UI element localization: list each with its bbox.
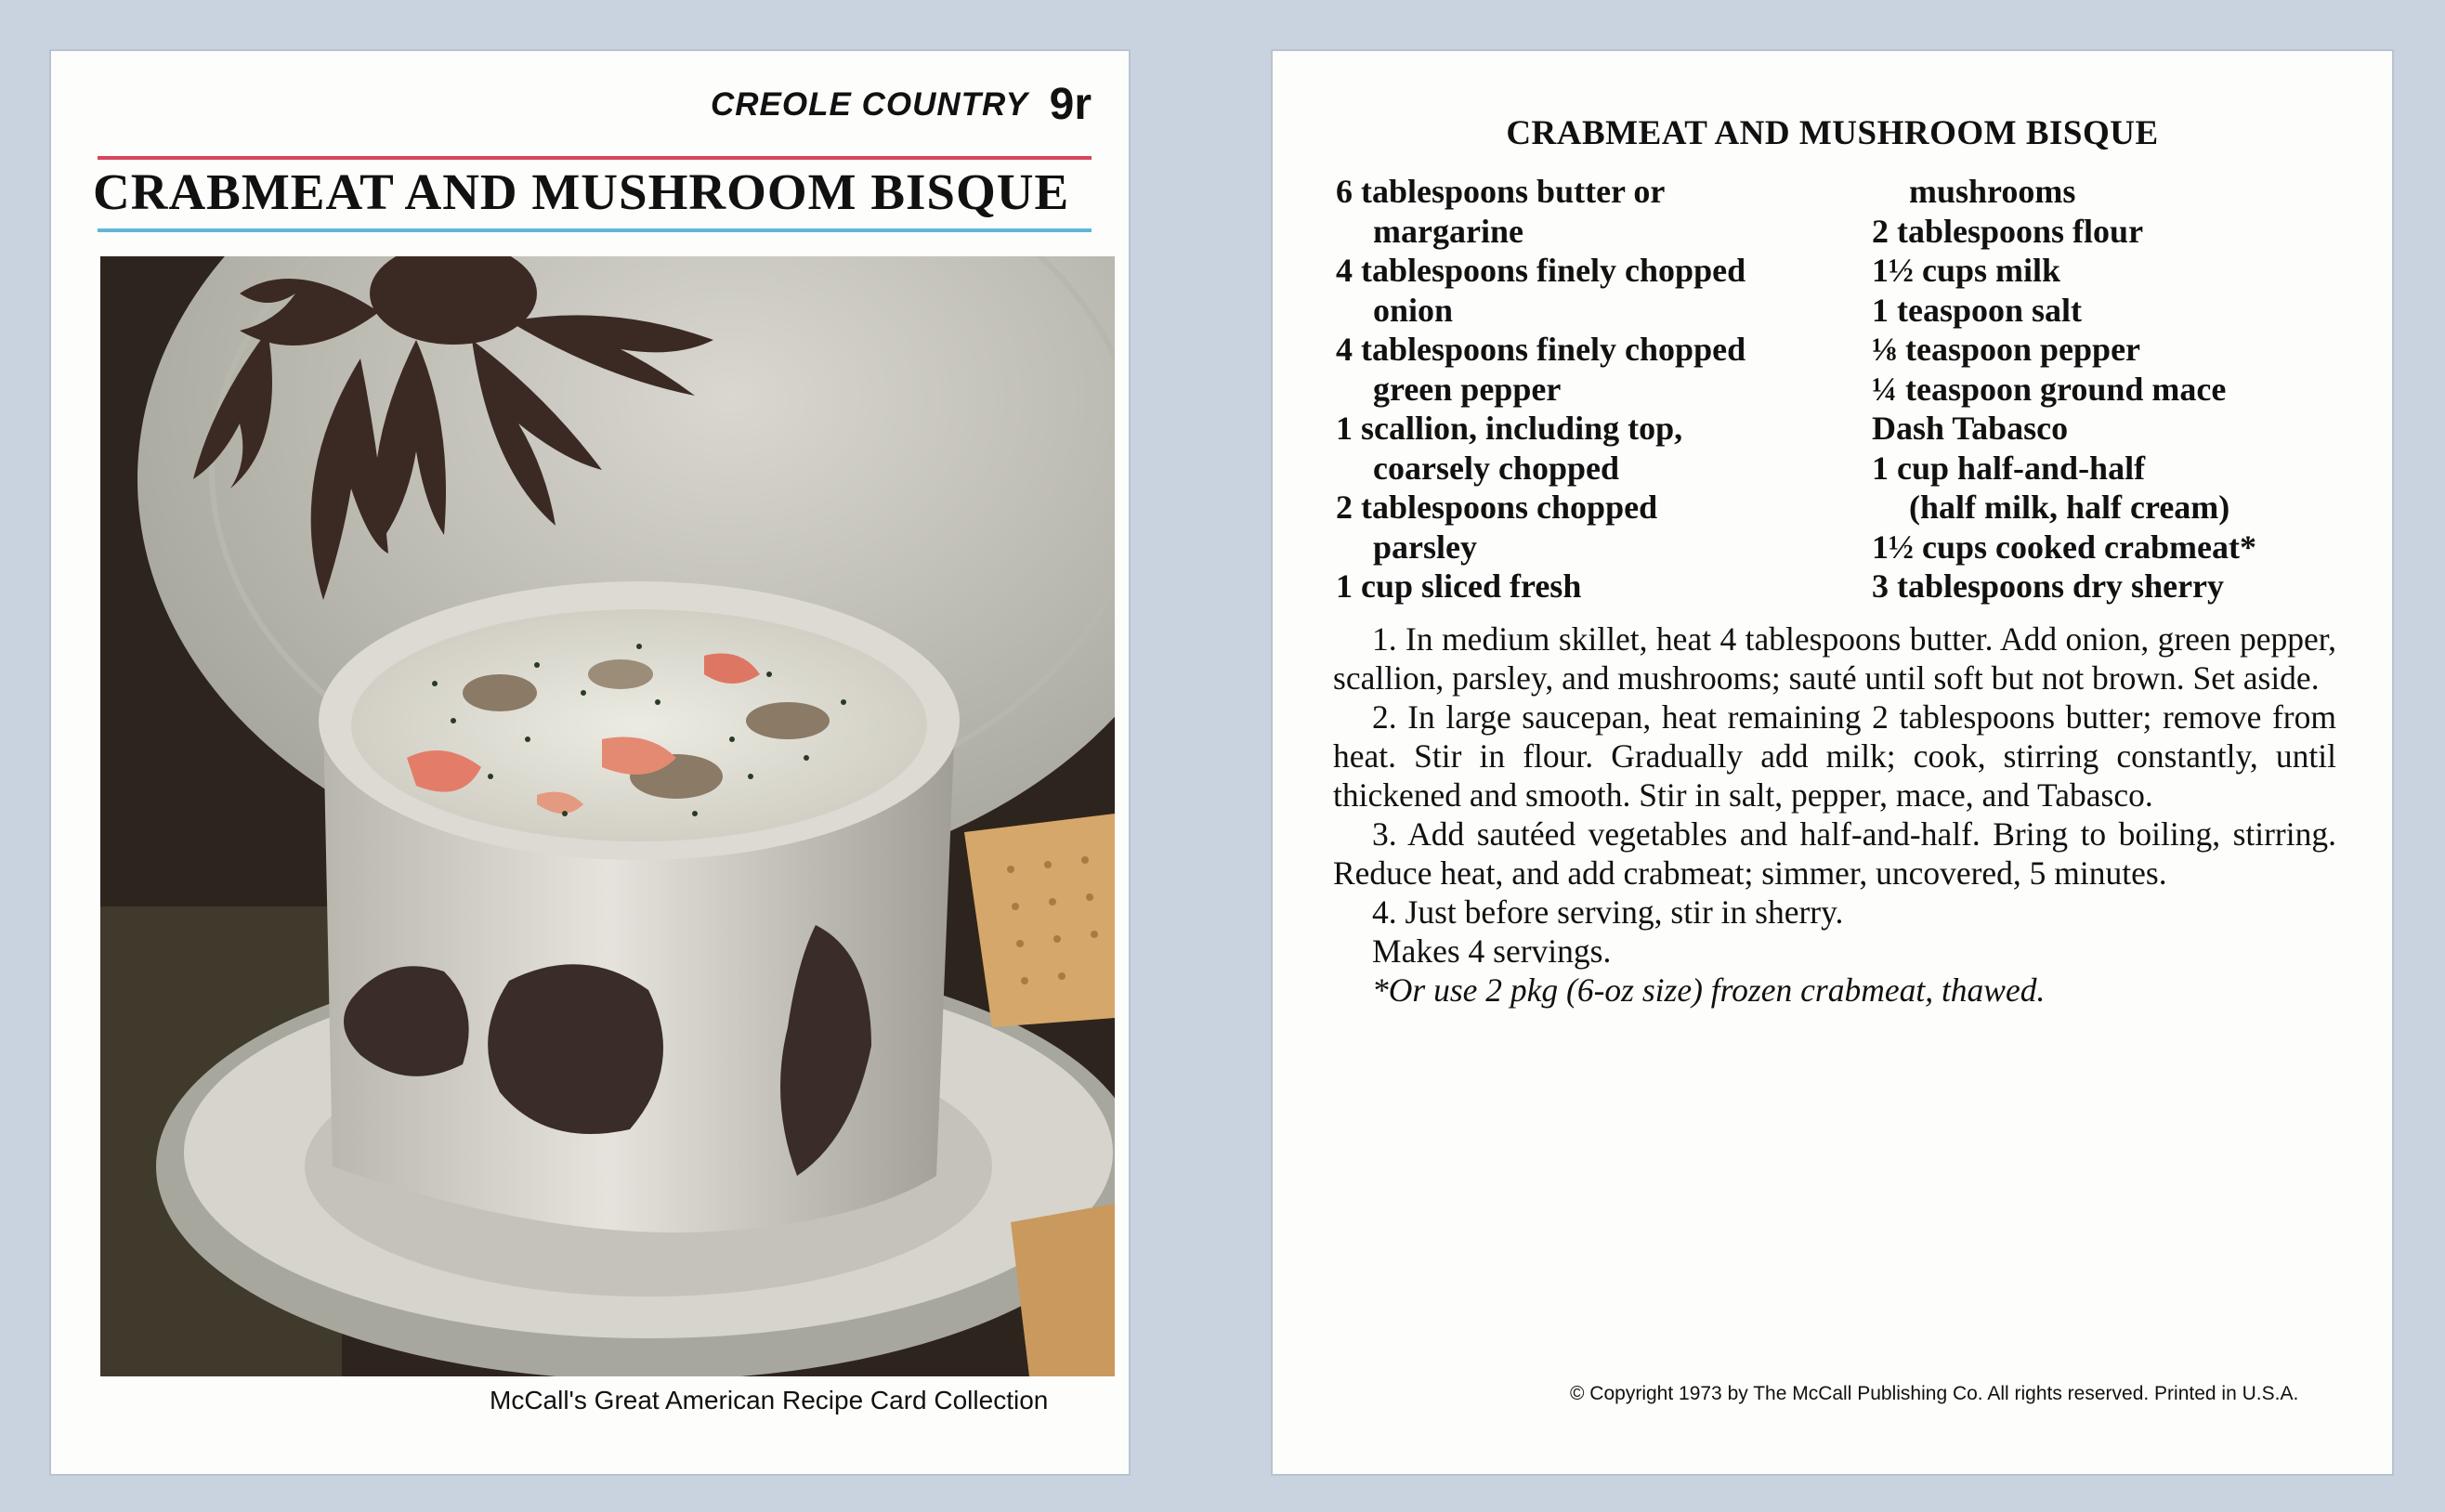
front-title: CRABMEAT AND MUSHROOM BISQUE (93, 163, 1070, 220)
card-number: 9r (1049, 80, 1092, 129)
step-2: 2. In large saucepan, heat remaining 2 tablespoons butter; remove from heat. Stir in flour. Gradually add milk; cook, stirring constantly, until thickened and smooth. Stir in salt, pepper, mace, and Tabasco. (1333, 698, 2336, 814)
ingredient-line: green pepper (1373, 370, 1562, 408)
recipe-card-front (51, 51, 1129, 1474)
copyright: © Copyright 1973 by The McCall Publishing Co. All rights reserved. Printed in U.S.A. (1570, 1383, 2299, 1404)
servings: Makes 4 servings. (1372, 932, 1612, 970)
ingredient-line: 2 tablespoons flour (1872, 212, 2144, 250)
ingredient-line: 1 scallion, including top, (1336, 410, 1683, 447)
ingredient-line: margarine (1373, 212, 1523, 250)
ingredient-line: 2 tablespoons chopped (1336, 489, 1658, 526)
recipe-card-back (1273, 51, 2392, 1474)
step-1: 1. In medium skillet, heat 4 tablespoons butter. Add onion, green pepper, scallion, parsley, and mushrooms; sauté until soft but not brown. Set aside. (1333, 620, 2336, 697)
ingredient-line: coarsely chopped (1373, 449, 1619, 487)
bisque-photo (100, 256, 1115, 1376)
ingredients-right-column (1872, 172, 2392, 606)
collection-caption: McCall's Great American Recipe Card Collection (490, 1386, 1049, 1414)
ingredient-line: 1 teaspoon salt (1872, 291, 2083, 329)
ingredients-left-column (1336, 172, 1856, 606)
bisque-photo-illustration (100, 256, 1115, 1376)
ingredient-line: 1 cup half-and-half (1872, 449, 2146, 487)
step-3: 3. Add sautéed vegetables and half-and-half. Bring to boiling, stirring. Reduce heat, and add crabmeat; simmer, uncovered, 5 minutes. (1333, 815, 2336, 892)
ingredient-line: 4 tablespoons finely chopped (1336, 331, 1746, 368)
red-rule (98, 156, 1092, 160)
ingredient-line: ⅛ teaspoon pepper (1872, 331, 2141, 368)
category-label: CREOLE COUNTRY (711, 86, 1028, 123)
footnote: *Or use 2 pkg (6-oz size) frozen crabmeat, thawed. (1372, 971, 2046, 1009)
ingredient-line: onion (1373, 291, 1454, 329)
ingredient-line: 4 tablespoons finely chopped (1336, 252, 1746, 289)
ingredient-line: 1 cup sliced fresh (1336, 567, 1582, 605)
ingredient-line: Dash Tabasco (1872, 410, 2069, 447)
ingredient-line: 1½ cups cooked crabmeat* (1872, 528, 2256, 566)
recipe-steps (1333, 619, 2336, 1010)
ingredient-line: (half milk, half cream) (1909, 489, 2230, 526)
step-4: 4. Just before serving, stir in sherry. (1372, 893, 1844, 931)
ingredient-line: parsley (1373, 528, 1477, 566)
blue-rule (98, 228, 1092, 232)
ingredient-line: 1½ cups milk (1872, 252, 2061, 289)
ingredient-line: mushrooms (1909, 173, 2076, 210)
back-title: CRABMEAT AND MUSHROOM BISQUE (1506, 114, 2159, 152)
ingredient-line: 3 tablespoons dry sherry (1872, 567, 2225, 605)
ingredient-line: ¼ teaspoon ground mace (1872, 370, 2227, 408)
ingredient-line: 6 tablespoons butter or (1336, 173, 1666, 210)
